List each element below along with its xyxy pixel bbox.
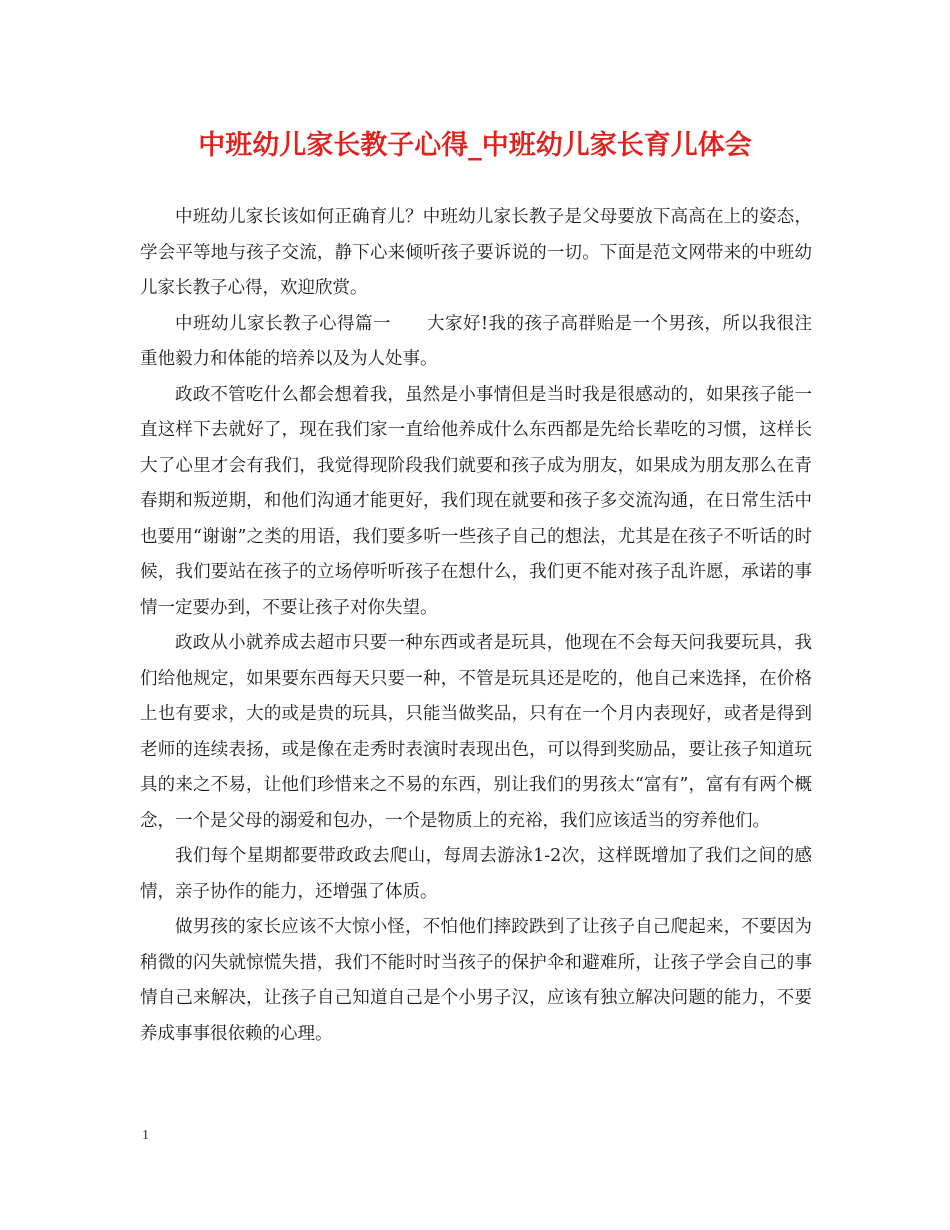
document-title: 中班幼儿家长教子心得_中班幼儿家长育儿体会 [198, 130, 752, 161]
paragraph-independence: 做男孩的家长应该不大惊小怪，不怕他们摔跤跌到了让孩子自己爬起来，不要因为稍微的闪失就惊慌失措，我们不能时时当孩子的保护伞和避难所，让孩子学会自己的事情自己来解决，让孩子自己知道自己是个小男子汉，应该有独立解决问题的能力，不要养成事事很依赖的心理。 [140, 917, 812, 1044]
paragraph-gratitude: 政政不管吃什么都会想着我，虽然是小事情但是当时我是很感动的，如果孩子能一直这样下去就好了，现在我们家一直给他养成什么东西都是先给长辈吃的习惯，这样长大了心里才会有我们，我觉得现阶段我们就要和孩子成为朋友，如果成为朋友那么在青春期和叛逆期，和他们沟通才能更好，我们现在就要和孩子多交流沟通，在日常生活中也要用“谢谢”之类的用语，我们要多听一些孩子自己的想法，尤其是在孩子不听话的时候，我们要站在孩子的立场停听听孩子在想什么，我们更不能对孩子乱许愿，承诺的事情一定要办到，不要让孩子对你失望。 [140, 384, 812, 618]
document-body [140, 200, 812, 1052]
paragraph-intro: 中班幼儿家长该如何正确育儿？中班幼儿家长教子是父母要放下高高在上的姿态，学会平等地与孩子交流，静下心来倾听孩子要诉说的一切。下面是范文网带来的中班幼儿家长教子心得，欢迎欣赏。 [140, 207, 812, 298]
paragraph-section-one: 中班幼儿家长教子心得篇一 大家好!我的孩子高群贻是一个男孩，所以我很注重他毅力和体能的培养以及为人处事。 [140, 313, 812, 369]
page-number: 1 [142, 1128, 149, 1143]
paragraph-exercise: 我们每个星期都要带政政去爬山，每周去游泳1-2次，这样既增加了我们之间的感情，亲子协作的能力，还增强了体质。 [140, 846, 812, 902]
paragraph-toys: 政政从小就养成去超市只要一种东西或者是玩具，他现在不会每天问我要玩具，我们给他规定，如果要东西每天只要一种，不管是玩具还是吃的，他自己来选择，在价格上也有要求，大的或是贵的玩具，只能当做奖品，只有在一个月内表现好，或者是得到老师的连续表扬，或是像在走秀时表演时表现出色，可以得到奖励品，要让孩子知道玩具的来之不易，让他们珍惜来之不易的东西，别让我们的男孩太“富有”，富有有两个概念，一个是父母的溺爱和包办，一个是物质上的充裕，我们应该适当的穷养他们。 [140, 633, 812, 831]
